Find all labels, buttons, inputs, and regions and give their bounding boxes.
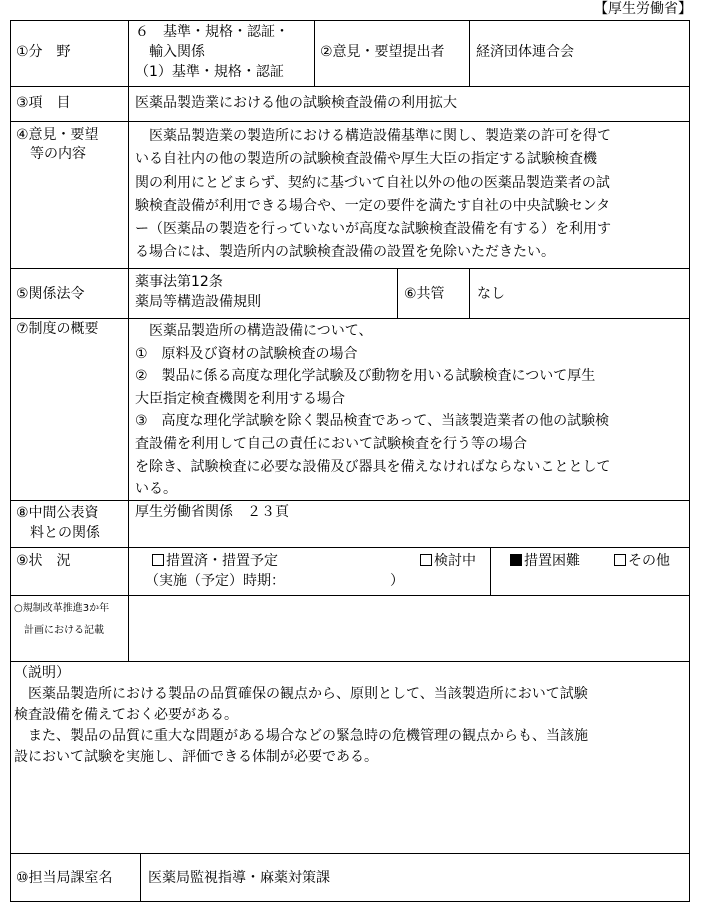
plan-label	[14, 598, 109, 642]
request-label	[16, 126, 99, 164]
system-line: 医薬品製造所の構造設備について、	[135, 323, 373, 339]
interim-label	[16, 503, 100, 543]
field-label: ①分 野	[16, 44, 71, 60]
law-item: 薬局等構造設備規則	[135, 294, 261, 310]
submitter-value: 経済団体連合会	[476, 44, 574, 60]
interim-value: 厚生労働省関係 ２３頁	[135, 504, 289, 520]
plan-label-line: ○規制改革推進3か年	[14, 603, 110, 614]
system-label: ⑦制度の概要	[16, 321, 99, 337]
law-label: ⑤関係法令	[16, 286, 85, 302]
plan-label-line: 計画における記載	[14, 625, 104, 636]
request-label-line: ④意見・要望	[16, 127, 99, 143]
request-content	[135, 125, 611, 265]
field-line: （1）基準・規格・認証	[135, 64, 284, 80]
field-value	[135, 22, 289, 82]
checkbox-checked-icon	[510, 554, 522, 566]
request-line: る場合には、製造所内の試験検査設備の設置を免除いただきたい。	[135, 244, 555, 261]
checkbox-empty-icon	[420, 554, 432, 566]
explanation-heading: （説明）	[14, 665, 70, 681]
system-line: 大臣指定検査機関を利用する場合	[135, 390, 345, 407]
system-line: を除き、試験検査に必要な設備及び器具を備えなければならないこととして	[135, 458, 611, 475]
system-line: ① 原料及び資材の試験検査の場合	[135, 345, 358, 362]
law-list	[135, 272, 261, 312]
item-label: ③項 目	[16, 95, 71, 111]
request-line: 医薬品製造業の製造所における構造設備基準に関し、製造業の許可を得て	[135, 128, 611, 144]
request-line: 験検査設備が利用できる場合や、一定の要件を満たす自社の中央試験センタ	[135, 197, 611, 214]
item-value: 医薬品製造業における他の試験検査設備の利用拡大	[135, 95, 457, 111]
explanation-block	[14, 663, 588, 768]
interim-label-line: 料との関係	[16, 525, 100, 541]
joint-label: ⑥共管	[404, 286, 445, 302]
system-line: ② 製品に係る高度な理化学試験及び動物を用いる試験検査について厚生	[135, 368, 596, 385]
system-line: ③ 高度な理化学試験を除く製品検査であって、当該製造業者の他の試験検	[135, 413, 610, 430]
request-line: いる自社内の他の製造所の試験検査設備や厚生大臣の指定する試験検査機	[135, 151, 597, 168]
department-label: ⑩担当局課室名	[16, 870, 113, 886]
explanation-line: 設において試験を実施し、評価できる体制が必要である。	[14, 749, 378, 765]
field-line: 輸入関係	[135, 44, 205, 60]
joint-value: なし	[477, 286, 505, 302]
status-option-difficult: 措置困難	[510, 552, 580, 571]
explanation-line: 検査設備を備えておく必要がある。	[14, 707, 238, 723]
request-line: 関の利用にとどまらず、契約に基づいて自社以外の他の医薬品製造業者の試	[135, 174, 610, 191]
ministry-tag: 【厚生労働省】	[594, 1, 692, 17]
system-line: 査設備を利用して自己の責任において試験検査を行う等の場合	[135, 435, 527, 452]
schedule-label: （実施（予定）時期： ）	[145, 573, 404, 589]
explanation-line: また、製品の品質に重大な問題がある場合などの緊急時の危機管理の観点からも、当該施	[14, 728, 588, 744]
request-line: ー（医薬品の製造を行っていないが高度な試験検査設備を有する）を利用す	[135, 221, 611, 238]
explanation-line: 医薬品製造所における製品の品質確保の観点から、原則として、当該製造所において試験	[14, 686, 588, 702]
status-option-done: 措置済・措置予定	[152, 552, 278, 571]
system-line: いる。	[135, 481, 177, 498]
checkbox-empty-icon	[152, 554, 164, 566]
status-label: ⑨状 況	[16, 553, 71, 569]
submitter-label: ②意見・要望提出者	[320, 44, 445, 60]
department-value: 医薬局監視指導・麻薬対策課	[148, 870, 330, 886]
interim-label-line: ⑧中間公表資	[16, 505, 99, 521]
law-item: 薬事法第12条	[135, 274, 223, 290]
status-option-review: 検討中	[420, 552, 476, 571]
checkbox-empty-icon	[614, 554, 626, 566]
system-content	[135, 320, 610, 501]
status-option-other: その他	[614, 552, 670, 571]
field-line: ６ 基準・規格・認証・	[135, 24, 289, 40]
request-label-line: 等の内容	[16, 146, 86, 162]
